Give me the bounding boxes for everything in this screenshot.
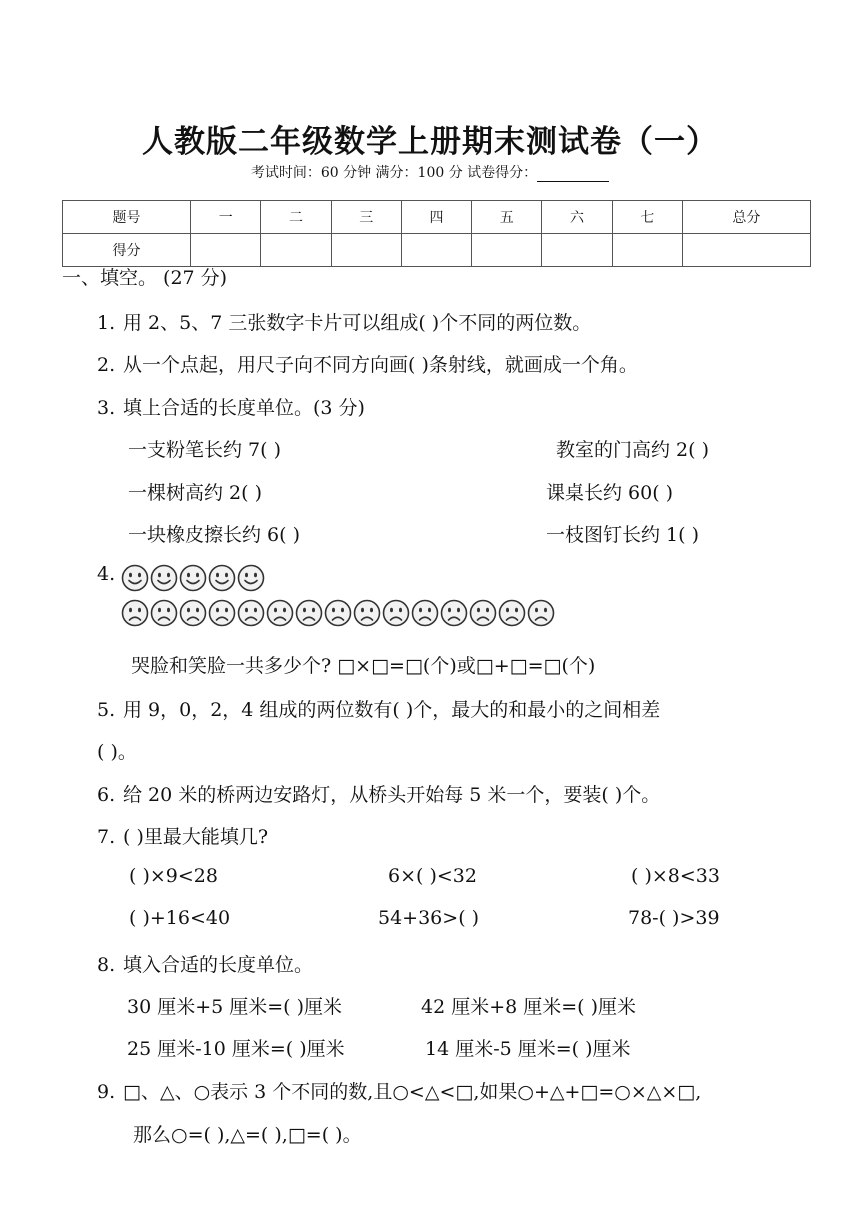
- question-6: [97, 780, 660, 807]
- q4-text: 哭脸和笑脸一共多少个? □×□=□(个)或□+□=□(个): [131, 655, 596, 677]
- q3-item: 一棵树高约 2( ): [128, 482, 262, 504]
- sad-face-icon: [469, 599, 497, 627]
- question-text: 从一个点起，用尺子向不同方向画( )条射线，就画成一个角。: [123, 354, 638, 376]
- header-cell: 六: [542, 201, 612, 234]
- header-cell: 三: [331, 201, 401, 234]
- question-3: [97, 393, 365, 420]
- sad-face-icon: [353, 599, 381, 627]
- sad-face-icon: [440, 599, 468, 627]
- q3-item: 一枝图钉长约 1( ): [546, 524, 699, 546]
- question-number: 2.: [97, 354, 116, 376]
- smiley-face-icon: [179, 564, 207, 592]
- q7-item: 6×( )<32: [388, 865, 477, 887]
- q5-continuation: ( )。: [97, 741, 137, 763]
- sad-face-icon: [411, 599, 439, 627]
- q3-item: 一支粉笔长约 7( ): [128, 439, 281, 461]
- sad-face-icon: [208, 599, 236, 627]
- q7-item: ( )×8<33: [631, 865, 720, 887]
- header-cell: 总分: [682, 201, 810, 234]
- score-cell[interactable]: [612, 234, 682, 267]
- question-4: [97, 563, 123, 585]
- header-cell: 题号: [63, 201, 191, 234]
- question-9: [97, 1077, 701, 1104]
- q7-item: 54+36>( ): [378, 907, 480, 929]
- sad-face-icon: [150, 599, 178, 627]
- question-number: 9.: [97, 1081, 116, 1103]
- header-cell: 五: [472, 201, 542, 234]
- header-cell: 四: [401, 201, 471, 234]
- smiley-faces-row: [121, 564, 265, 592]
- score-table-score-row: [63, 234, 811, 267]
- score-table: [62, 200, 811, 267]
- score-cell[interactable]: [261, 234, 331, 267]
- score-cell[interactable]: [472, 234, 542, 267]
- smiley-face-icon: [208, 564, 236, 592]
- row-label-cell: 得分: [63, 234, 191, 267]
- question-text: ( )里最大能填几?: [123, 826, 269, 848]
- q8-item: 25 厘米-10 厘米=( )厘米: [127, 1038, 345, 1060]
- question-number: 6.: [97, 784, 116, 806]
- section-heading: 一、填空。 (27 分): [62, 267, 228, 289]
- score-cell[interactable]: [682, 234, 810, 267]
- sad-faces-row: [121, 599, 555, 627]
- header-cell: 一: [191, 201, 261, 234]
- question-1: [97, 308, 591, 335]
- page-title: 人教版二年级数学上册期末测试卷（一）: [142, 124, 718, 160]
- exam-info-text: 考试时间：60 分钟 满分：100 分 试卷得分：: [250, 165, 538, 181]
- sad-face-icon: [121, 599, 149, 627]
- q3-item: 教室的门高约 2( ): [556, 439, 709, 461]
- sad-face-icon: [295, 599, 323, 627]
- q8-item: 14 厘米-5 厘米=( )厘米: [425, 1038, 631, 1060]
- question-text: 用 9，0，2，4 组成的两位数有( )个，最大的和最小的之间相差: [123, 699, 661, 721]
- q8-item: 42 厘米+8 厘米=( )厘米: [421, 996, 637, 1018]
- question-text: 填入合适的长度单位。: [123, 954, 314, 976]
- question-number: 1.: [97, 312, 116, 334]
- question-7: [97, 822, 268, 849]
- q3-item: 课桌长约 60( ): [546, 482, 674, 504]
- question-text: 填上合适的长度单位。(3 分): [123, 397, 365, 419]
- q8-item: 30 厘米+5 厘米=( )厘米: [127, 996, 343, 1018]
- sad-face-icon: [382, 599, 410, 627]
- sad-face-icon: [527, 599, 555, 627]
- sad-face-icon: [266, 599, 294, 627]
- question-number: 5.: [97, 699, 116, 721]
- smiley-face-icon: [237, 564, 265, 592]
- score-cell[interactable]: [542, 234, 612, 267]
- question-number: 7.: [97, 826, 116, 848]
- q7-item: ( )×9<28: [129, 865, 218, 887]
- sad-face-icon: [179, 599, 207, 627]
- question-8: [97, 950, 313, 977]
- header-cell: 二: [261, 201, 331, 234]
- question-number: 3.: [97, 397, 116, 419]
- question-text: 用 2、5、7 三张数字卡片可以组成( )个不同的两位数。: [123, 312, 592, 334]
- score-cell[interactable]: [331, 234, 401, 267]
- score-cell[interactable]: [191, 234, 261, 267]
- question-text: 给 20 米的桥两边安路灯，从桥头开始每 5 米一个，要装( )个。: [123, 784, 661, 806]
- q7-item: ( )+16<40: [129, 907, 231, 929]
- q7-item: 78-( )>39: [628, 907, 720, 929]
- question-5: [97, 695, 660, 722]
- smiley-face-icon: [121, 564, 149, 592]
- sad-face-icon: [237, 599, 265, 627]
- question-2: [97, 350, 638, 377]
- score-cell[interactable]: [401, 234, 471, 267]
- q3-item: 一块橡皮擦长约 6( ): [128, 524, 300, 546]
- question-number: 8.: [97, 954, 116, 976]
- sad-face-icon: [498, 599, 526, 627]
- question-text: □、△、○表示 3 个不同的数,且○<△<□,如果○+△+□=○×△×□,: [123, 1081, 702, 1103]
- header-cell: 七: [612, 201, 682, 234]
- score-table-header-row: [63, 201, 811, 234]
- score-blank: [537, 167, 609, 182]
- q9-continuation: 那么○=( ),△=( ),□=( )。: [133, 1124, 362, 1146]
- sad-face-icon: [324, 599, 352, 627]
- question-number: 4.: [97, 563, 116, 585]
- exam-info: [0, 162, 860, 182]
- smiley-face-icon: [150, 564, 178, 592]
